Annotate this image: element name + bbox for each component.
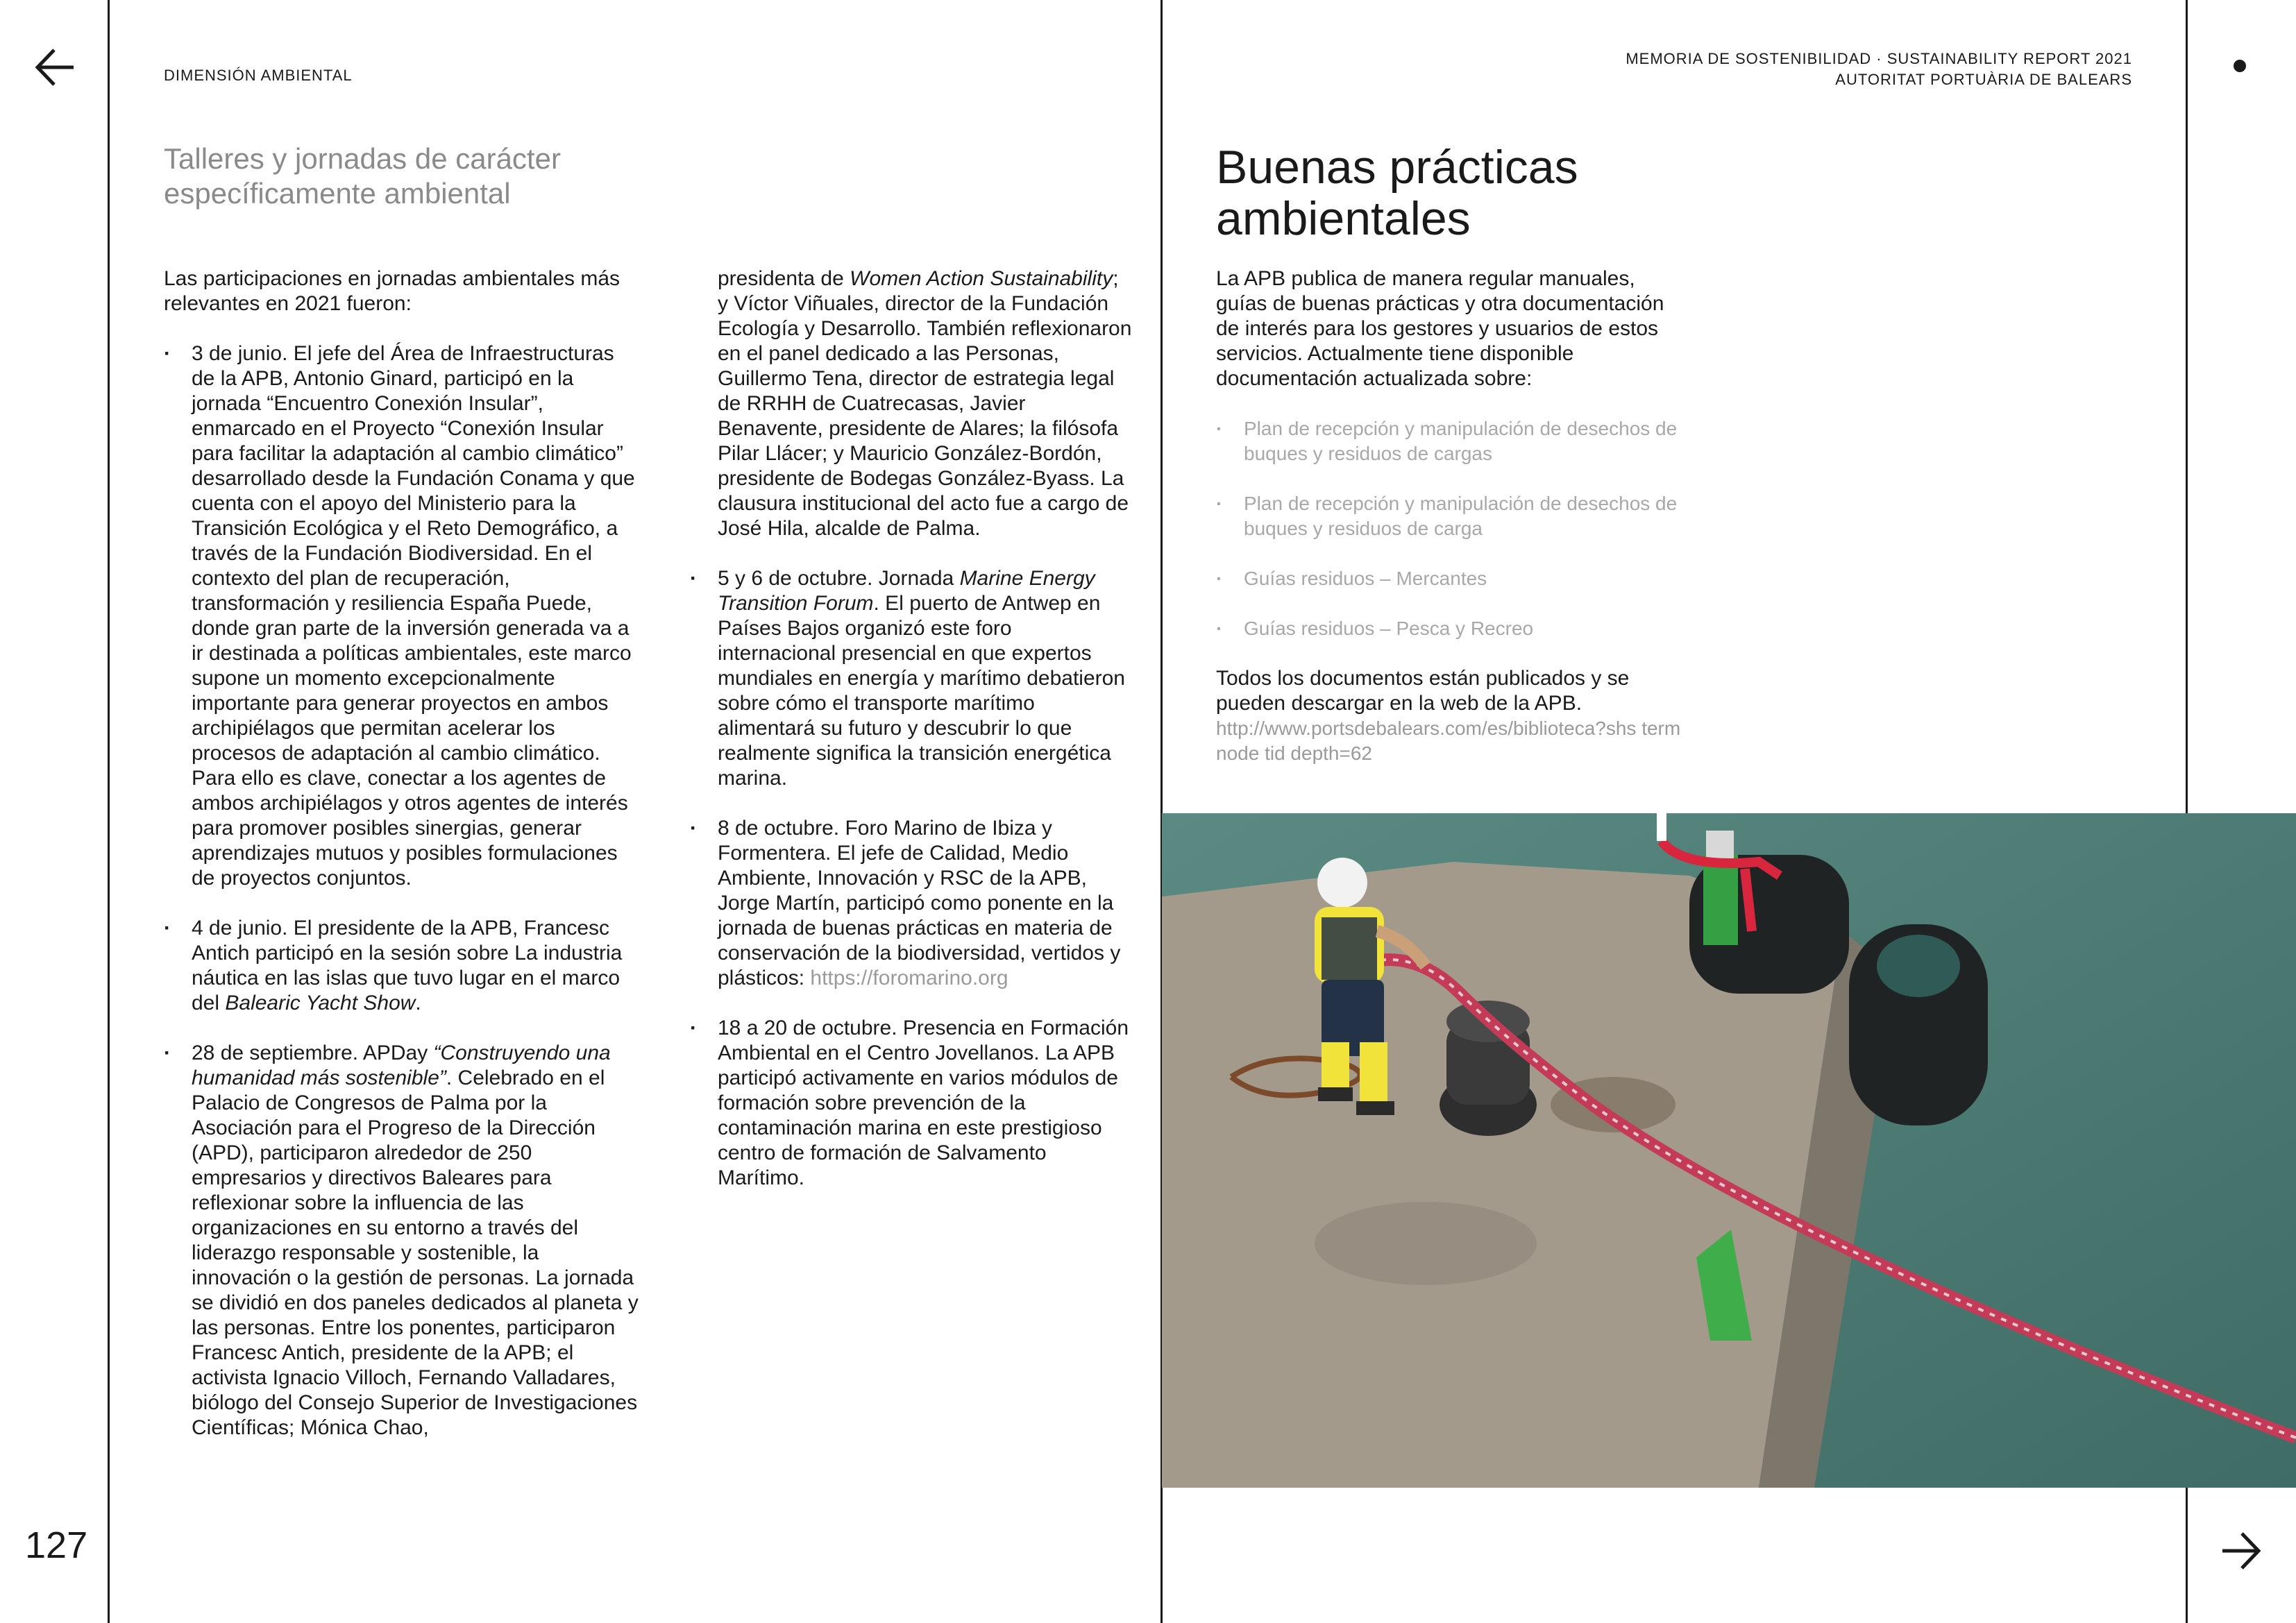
list-item: · 5 y 6 de octubre. Jornada Marine Energy Transition Forum. El puerto de Antwep en Países Bajos organizó este foro internacional presencial en que expertos mundiales en energía y marítimo debatieron sobre cómo el transporte marítimo alimentará su futuro y descubrir lo que realmente significa la transición energética marina.: [690, 566, 1134, 791]
right-intro: La APB publica de manera regular manuales, guías de buenas prácticas y otra documentación de interés para los gestores y usuarios de estos servicios. Actualmente tiene disponible documentación actualizada sobre:: [1216, 267, 1664, 390]
middle-column: [690, 266, 1134, 1216]
library-link[interactable]: http://www.portsdebalears.com/es/biblioteca?shs term node tid depth=62: [1216, 717, 1681, 764]
left-margin-line: [108, 0, 110, 1623]
right-column: [1216, 266, 1702, 766]
list-item: · 28 de septiembre. APDay “Construyendo una humanidad más sostenible”. Celebrado en el Palacio de Congresos de Palma por la Asociación para el Progreso de la Dirección (APD), participaron alrededor de 250 empresarios y directivos Baleares para reflexionar sobre la influencia de las organizaciones en su entorno a través del liderazgo responsable y sostenible, la innovación o la gestión de personas. La jornada se dividió en dos paneles dedicados al planeta y las personas. Entre los ponentes, participaron Francesc Antich, presidente de la APB; el activista Ignacio Villoch, Fernando Valladares, biólogo del Consejo Superior de Investigaciones Científicas; Mónica Chao,: [164, 1041, 643, 1441]
list-item: · 8 de octubre. Foro Marino de Ibiza y Formentera. El jefe de Calidad, Medio Ambiente, Innovación y RSC de la APB, Jorge Martín, participó como ponente en la jornada de buenas prácticas en materia de conservación de la biodiversidad, vertidos y plásticos: https://foromarino.org: [690, 816, 1134, 991]
subheading: Talleres y jornadas de carácter específicamente ambiental: [164, 142, 561, 210]
page-number: 127: [25, 1524, 88, 1566]
port-worker-photo: [1162, 813, 2296, 1488]
next-arrow-button[interactable]: [2217, 1527, 2265, 1575]
foromarino-link[interactable]: https://foromarino.org: [810, 967, 1008, 989]
back-arrow-button[interactable]: [31, 43, 79, 92]
report-title-line2: AUTORITAT PORTUÀRIA DE BALEARS: [1835, 71, 2132, 88]
document-link[interactable]: · Guías residuos – Mercantes: [1216, 566, 1688, 591]
document-link[interactable]: · Guías residuos – Pesca y Recreo: [1216, 616, 1688, 641]
page-title: Buenas prácticas ambientales: [1216, 141, 1578, 245]
documents-list: [1216, 416, 1688, 641]
continued-paragraph: presidenta de Women Action Sustainability; y Víctor Viñuales, director de la Fundación Ecología y Desarrollo. También reflexionaron en el panel dedicado a las Personas, Guillermo Tena, director de estrategia legal de RRHH de Cuatrecasas, Javier Benavente, presidente de Alares; la filósofa Pilar Llácer; y Mauricio González-Bordón, presidente de Bodegas González-Byass. La clausura institucional del acto fue a cargo de José Hila, alcalde de Palma.: [718, 267, 1132, 540]
document-link[interactable]: · Plan de recepción y manipulación de desechos de buques y residuos de cargas: [1216, 416, 1688, 466]
events-list: [164, 341, 643, 1441]
dot-icon: [2234, 60, 2246, 72]
arrow-left-icon: [31, 43, 79, 92]
report-header: [1626, 49, 2132, 90]
list-item: · 3 de junio. El jefe del Área de Infraestructuras de la APB, Antonio Ginard, participó en la jornada “Encuentro Conexión Insular”, enmarcado en el Proyecto “Conexión Insular para facilitar la adaptación al cambio climático” desarrollado desde la Fundación Conama y que cuenta con el apoyo del Ministerio para la Transición Ecológica y el Reto Demográfico, a través de la Fundación Biodiversidad. En el contexto del plan de recuperación, transformación y resiliencia España Puede, donde gran parte de la inversión generada va a ir destinada a políticas ambientales, este marco supone un momento excepcionalmente importante para generar proyectos en ambos archipiélagos que permitan acelerar los procesos de adaptación al cambio climático. Para ello es clave, conectar a los agentes de ambos archipiélagos y otros agentes de interés para promover posibles sinergias, generar aprendizajes mutuos y posibles formulaciones de proyectos conjuntos.: [164, 341, 643, 891]
list-item: · 4 de junio. El presidente de la APB, Francesc Antich participó en la sesión sobre La industria náutica en las islas que tuvo lugar en el marco del Balearic Yacht Show.: [164, 916, 643, 1016]
section-label: DIMENSIÓN AMBIENTAL: [164, 67, 353, 84]
left-column: [164, 266, 643, 1465]
closing-paragraph: Todos los documentos están publicados y se pueden descargar en la web de la APB. http://www.portsdebalears.com/es/biblioteca?shs term node tid depth=62: [1216, 667, 1681, 764]
list-item: · 18 a 20 de octubre. Presencia en Formación Ambiental en el Centro Jovellanos. La APB participó activamente en varios módulos de formación sobre prevención de la contaminación marina en este prestigioso centro de formación de Salvamento Marítimo.: [690, 1016, 1134, 1191]
document-link[interactable]: · Plan de recepción y manipulación de desechos de buques y residuos de carga: [1216, 491, 1688, 541]
report-title-line1: MEMORIA DE SOSTENIBILIDAD · SUSTAINABILITY REPORT 2021: [1626, 50, 2132, 67]
events-list-continued: [690, 566, 1134, 1191]
arrow-right-icon: [2217, 1527, 2265, 1575]
left-intro: Las participaciones en jornadas ambientales más relevantes en 2021 fueron:: [164, 267, 621, 315]
